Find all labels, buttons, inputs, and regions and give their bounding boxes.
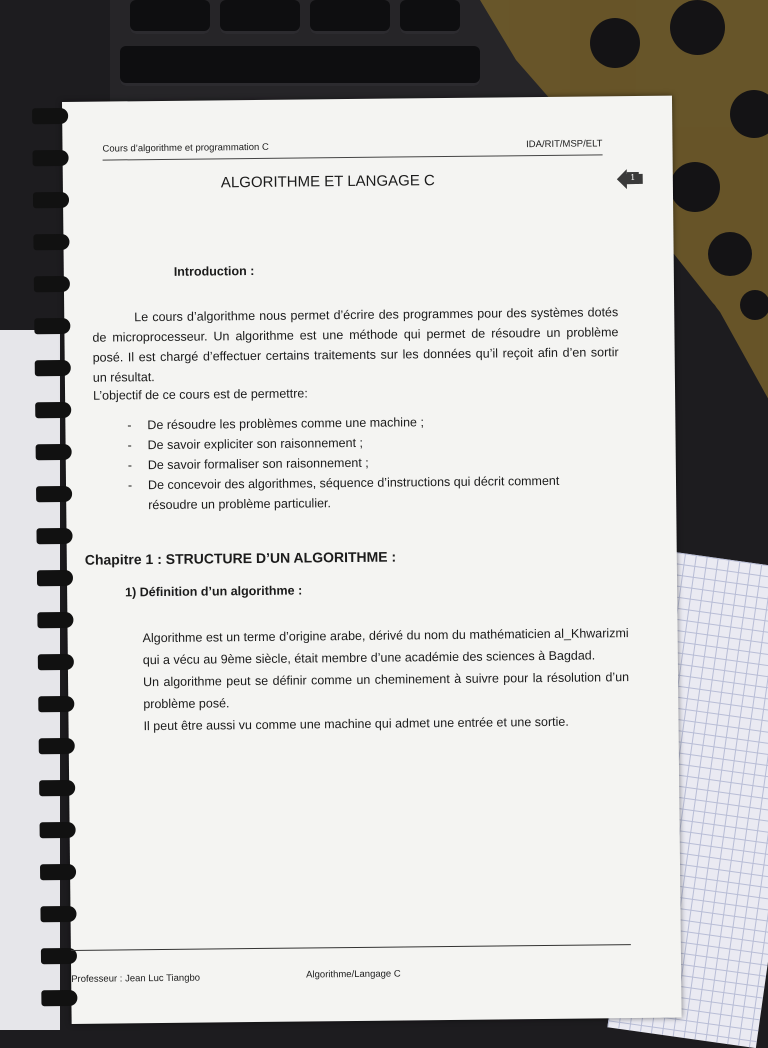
document-page (62, 96, 682, 1024)
binding-ring (38, 696, 74, 712)
stencil-hole (708, 232, 752, 276)
definition-paragraph: Un algorithme peut se définir comme un cheminement à suivre pour la résolution d’un problème posé. (143, 670, 630, 712)
stencil-hole (708, 346, 740, 378)
list-item: - De savoir formaliser son raisonnement ; (128, 450, 598, 475)
header-divider (103, 154, 603, 160)
binding-ring (33, 192, 69, 208)
stencil-hole (740, 290, 768, 320)
binding-ring (32, 108, 68, 124)
header-classes: IDA/RIT/MSP/ELT (526, 138, 603, 151)
intro-paragraph: Le cours d’algorithme nous permet d’écrire des programmes pour des systèmes dotés de microprocesseur. Un algorithme est une méthode qui permet de résoudre un problème posé. Il est chargé d’effectuer certains traitements sur les données qu’il reçoit afin d’en sortir un résultat. (92, 305, 619, 385)
binding-ring (35, 360, 71, 376)
page-number: 1 (627, 172, 639, 184)
keyboard-key (130, 0, 210, 34)
page-title: ALGORITHME ET LANGAGE C (220, 172, 435, 192)
binding-ring (36, 444, 72, 460)
definition-body (143, 622, 630, 737)
spiral-binding (32, 102, 82, 1024)
definition-paragraph: Il peut être aussi vu comme une machine qui admet une entrée et une sortie. (143, 714, 569, 734)
definition-paragraph: Algorithme est un terme d’origine arabe, dérivé du nom du mathématicien al_Khwarizmi qui a vécu au 9ème siècle, était membre d’une académie des sciences à Bagdad. (142, 626, 629, 668)
stencil-hole (730, 90, 768, 138)
binding-ring (40, 822, 76, 838)
stencil-hole (670, 162, 720, 212)
stencil-hole (690, 300, 718, 328)
intro-heading: Introduction : (173, 263, 255, 279)
binding-ring (33, 234, 69, 250)
keyboard-key (220, 0, 300, 34)
list-item: - De concevoir des algorithmes, séquence d’instructions qui décrit comment résoudre un problème particulier. (128, 470, 598, 515)
objective-list (127, 410, 598, 515)
binding-ring (33, 150, 69, 166)
list-item: - De résoudre les problèmes comme une machine ; (127, 410, 597, 435)
page-number-tab (617, 166, 643, 192)
binding-ring (34, 276, 70, 292)
list-item: - De savoir expliciter son raisonnement ; (127, 430, 597, 455)
binding-ring (36, 486, 72, 502)
footer-divider (71, 944, 631, 951)
binding-ring (40, 864, 76, 880)
binding-ring (39, 780, 75, 796)
footer-subject: Algorithme/Langage C (306, 968, 401, 981)
binding-ring (37, 612, 73, 628)
footer-professor: Professeur : Jean Luc Tiangbo (71, 972, 201, 985)
binding-ring (36, 528, 72, 544)
binding-ring (38, 654, 74, 670)
header-course: Cours d’algorithme et programmation C (102, 141, 269, 155)
keyboard-key (310, 0, 390, 34)
objective-text: L’objectif de ce cours est de permettre: (93, 386, 308, 403)
keyboard-key (400, 0, 460, 34)
binding-ring (40, 906, 76, 922)
keyboard-spacebar (120, 46, 480, 86)
stencil-hole (670, 0, 725, 55)
binding-ring (34, 318, 70, 334)
binding-ring (37, 570, 73, 586)
section-heading: 1) Définition d’un algorithme : (125, 583, 303, 600)
stencil-hole (590, 18, 640, 68)
binding-ring (39, 738, 75, 754)
binding-ring (41, 990, 77, 1006)
binding-ring (35, 402, 71, 418)
chapter-heading: Chapitre 1 : STRUCTURE D’UN ALGORITHME : (84, 548, 397, 568)
stencil-hole (732, 394, 766, 428)
